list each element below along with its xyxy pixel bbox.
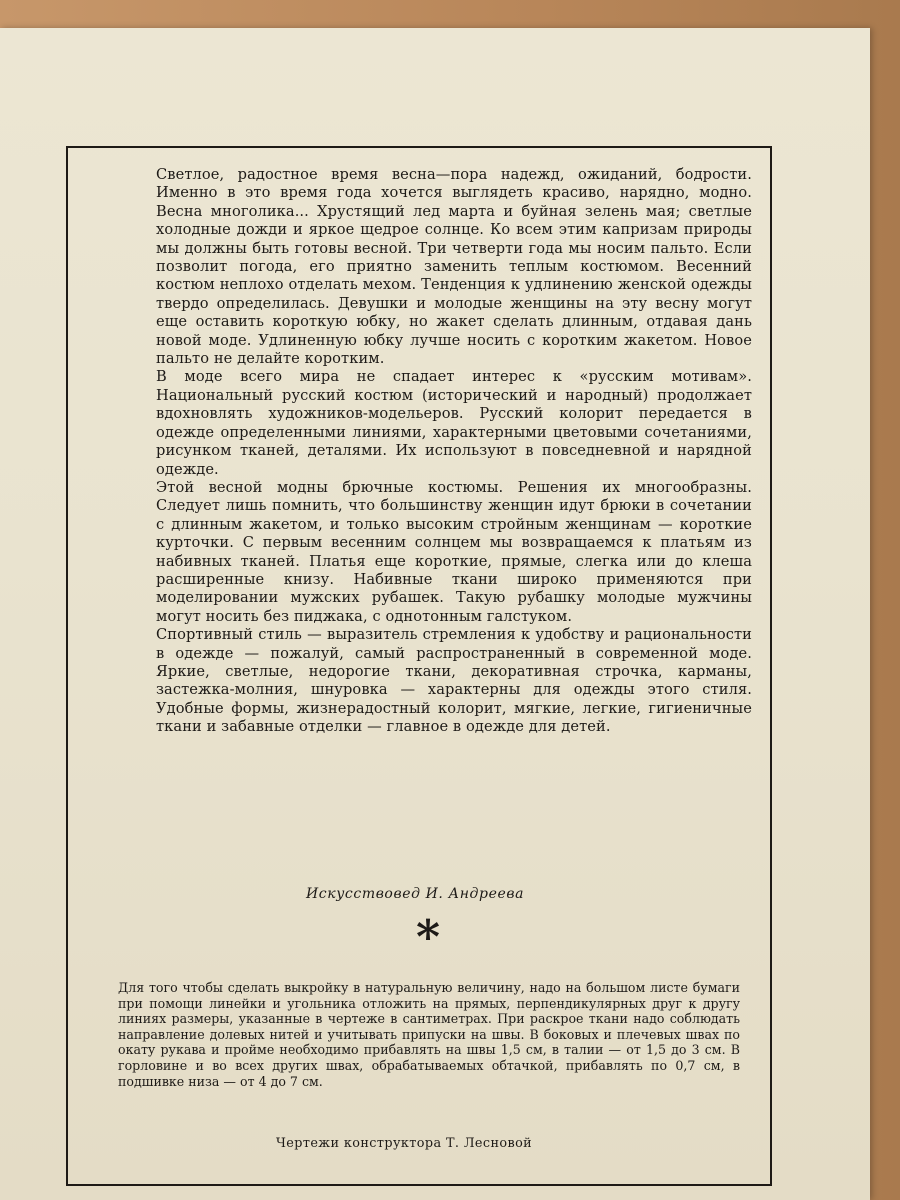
pattern-instructions: Для того чтобы сделать выкройку в натуральную величину, надо на большом листе бумаги при помощи линейки и угольника отложить на прямых, перпендикулярных друг к другу линиях размеры, указанные в чертеже в сантиметрах. При раскрое ткани надо соблюдать направление долевых нитей и учитывать припуски на швы. В боковых и плечевых швах по окату рукава и пройме необходимо прибавлять на швы 1,5 см, в талии — от 1,5 до 3 см. В горловине и во всех других швах, обрабатываемых обтачкой, прибавлять по 0,7 см, в подшивке низа — от 4 до 7 см. — [118, 980, 740, 1089]
drawings-credit: Чертежи конструктора Т. Лесновой — [276, 1136, 533, 1151]
article-signature: Искусствовед И. Андреева — [306, 886, 525, 902]
magazine-page — [0, 28, 870, 1200]
article-paragraph-1: Светлое, радостное время весна—пора надежд, ожиданий, бодрости. Именно в это время года хочется выглядеть красиво, нарядно, модно. Весна многолика... Хрустящий лед марта и буйная зелень мая; светлые холодные дожди и яркое щедрое солнце. Ко всем этим капризам природы мы должны быть готовы весной. Три четверти года мы носим пальто. Если позволит погода, его приятно заменить теплым костюмом. Весенний костюм неплохо отделать мехом. Тенденция к удлинению женской одежды твердо определилась. Девушки и молодые женщины на эту весну могут еще оставить короткую юбку, но жакет сделать длинным, отдавая дань новой моде. Удлиненную юбку лучше носить с коротким жакетом. Новое пальто не делайте коротким. — [156, 166, 752, 368]
article-paragraph-4: Спортивный стиль — выразитель стремления к удобству и рациональности в одежде — пожалуй, самый распространенный в современной моде. Яркие, светлые, недорогие ткани, декоративная строчка, карманы, застежка-молния, шнуровка — характерны для одежды этого стиля. Удобные формы, жизнерадостный колорит, мягкие, легкие, гигиеничные ткани и забавные отделки — главное в одежде для детей. — [156, 626, 752, 736]
article-paragraph-2: В моде всего мира не спадает интерес к «русским мотивам». Национальный русский костюм (исторический и народный) продолжает вдохновлять художников-модельеров. Русский колорит передается в одежде определенными линиями, характерными цветовыми сочетаниями, рисунком тканей, деталями. Их используют в повседневной и нарядной одежде. — [156, 368, 752, 478]
article-body — [156, 166, 752, 737]
page-border-frame — [66, 146, 772, 1186]
article-paragraph-3: Этой весной модны брючные костюмы. Решения их многообразны. Следует лишь помнить, что большинству женщин идут брюки в сочетании с длинным жакетом, и только высоким стройным женщинам — короткие курточки. С первым весенним солнцем мы возвращаемся к платьям из набивных тканей. Платья еще короткие, прямые, слегка или до клеша расширенные книзу. Набивные ткани широко применяются при моделировании мужских рубашек. Такую рубашку молодые мужчины могут носить без пиджака, с однотонным галстуком. — [156, 478, 752, 625]
asterisk-divider: * — [416, 910, 441, 964]
